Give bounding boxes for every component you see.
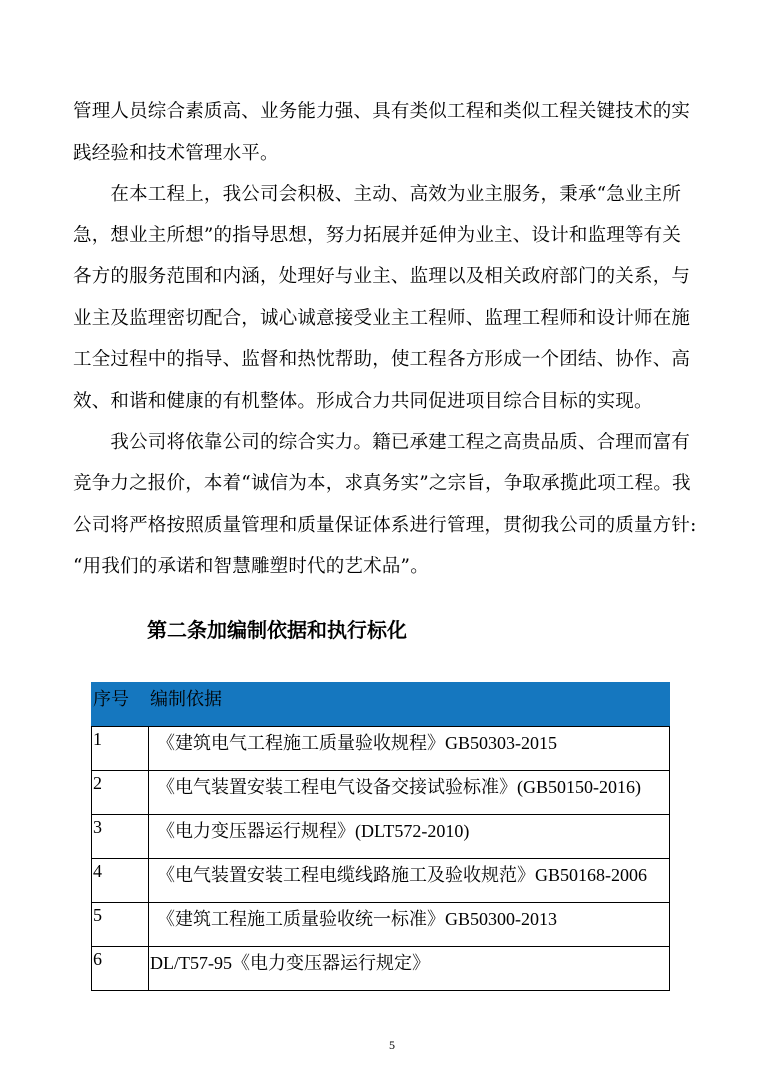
section-heading: 第二条加编制依据和执行标化 xyxy=(147,618,407,642)
body-text-line: 效、和谐和健康的有机整体。形成合力共同促进项目综合目标的实现。 xyxy=(73,391,653,412)
row-index: 6 xyxy=(92,947,149,991)
table-row xyxy=(92,727,670,771)
row-reference: 《建筑工程施工质量验收统一标准》GB50300-2013 xyxy=(149,903,670,947)
row-index: 1 xyxy=(92,727,149,771)
table-row xyxy=(92,859,670,903)
row-reference: 《电气装置安装工程电气设备交接试验标准》(GB50150-2016) xyxy=(149,771,670,815)
body-text-line: 管理人员综合素质高、业务能力强、具有类似工程和类似工程关键技术的实 xyxy=(73,101,691,122)
table-header-row xyxy=(92,683,670,727)
body-text-line: 我公司将依靠公司的综合实力。籍已承建工程之高贵品质、合理而富有 xyxy=(73,432,691,453)
body-text-line: 急，想业主所想”的指导思想，努力拓展并延伸为业主、设计和监理等有关 xyxy=(73,225,682,246)
body-text-line: 践经验和技术管理水平。 xyxy=(73,143,279,164)
body-text-line: 在本工程上，我公司会积极、主动、高效为业主服务，秉承“急业主所 xyxy=(73,184,682,205)
table-row xyxy=(92,947,670,991)
row-reference: 《建筑电气工程施工质量验收规程》GB50303-2015 xyxy=(149,727,670,771)
column-header-basis: 编制依据 xyxy=(149,683,670,727)
row-index: 4 xyxy=(92,859,149,903)
row-reference: DL/T57-95《电力变压器运行规定》 xyxy=(149,947,670,991)
body-text-line: 工全过程中的指导、监督和热忱帮助，使工程各方形成一个团结、协作、高 xyxy=(73,349,691,370)
page-number: 5 xyxy=(389,1038,395,1052)
row-reference: 《电力变压器运行规程》(DLT572-2010) xyxy=(149,815,670,859)
row-index: 2 xyxy=(92,771,149,815)
table-row xyxy=(92,903,670,947)
row-index: 3 xyxy=(92,815,149,859)
table-row xyxy=(92,815,670,859)
row-index: 5 xyxy=(92,903,149,947)
body-text-line: 竞争力之报价，本着“诚信为本，求真务实”之宗旨，争取承揽此项工程。我 xyxy=(73,473,691,494)
table-row xyxy=(92,771,670,815)
body-text-line: 业主及监理密切配合，诚心诚意接受业主工程师、监理工程师和设计师在施 xyxy=(73,308,691,329)
body-text-line: “用我们的承诺和智慧雕塑时代的艺术品”。 xyxy=(73,556,429,577)
standards-table xyxy=(91,682,670,991)
row-reference: 《电气装置安装工程电缆线路施工及验收规范》GB50168-2006 xyxy=(149,859,670,903)
column-header-index: 序号 xyxy=(92,683,149,727)
body-text-line: 公司将严格按照质量管理和质量保证体系进行管理，贯彻我公司的质量方针: xyxy=(73,515,697,536)
body-text-line: 各方的服务范围和内涵，处理好与业主、监理以及相关政府部门的关系，与 xyxy=(73,266,691,287)
